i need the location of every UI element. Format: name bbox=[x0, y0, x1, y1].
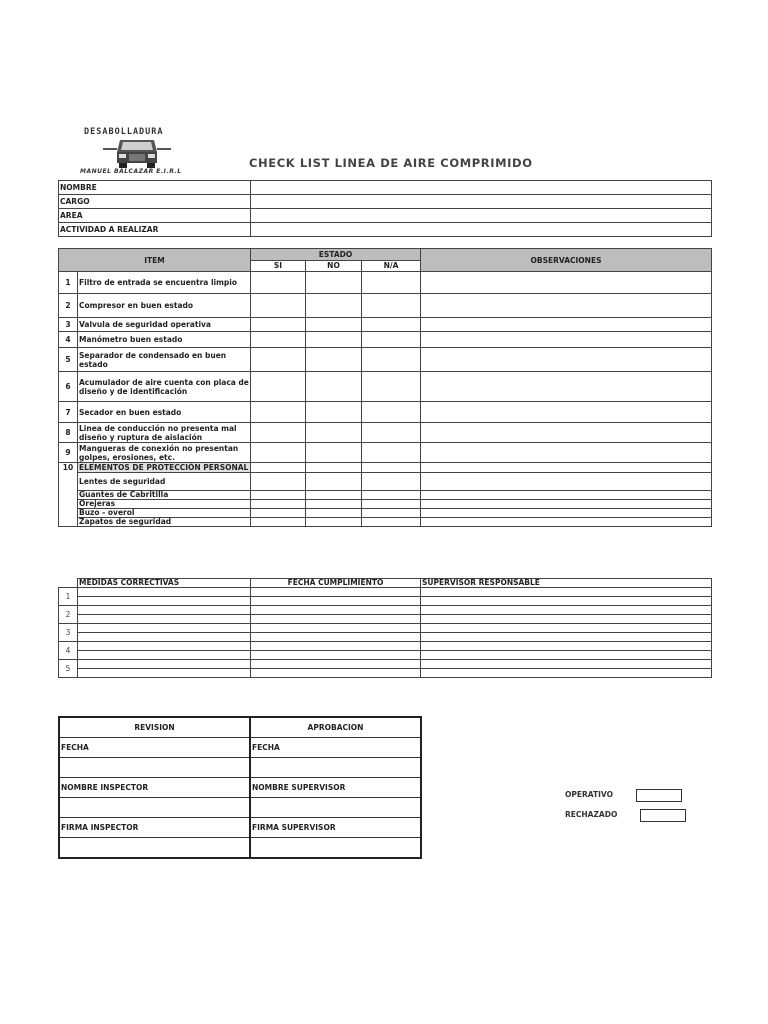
item-number: 1 bbox=[59, 272, 78, 294]
item-na-cell[interactable] bbox=[362, 294, 421, 318]
epp-si-cell[interactable] bbox=[251, 473, 306, 491]
measure-supervisor-cell[interactable] bbox=[421, 651, 712, 660]
epp-item-text: Lentes de seguridad bbox=[78, 473, 251, 491]
item-observaciones-cell[interactable] bbox=[421, 332, 712, 348]
item-text: Linea de conducción no presenta mal diseño y ruptura de aislación bbox=[78, 423, 251, 443]
field-input-area[interactable] bbox=[251, 209, 712, 223]
signature-table bbox=[58, 716, 422, 859]
epp-observaciones-cell[interactable] bbox=[421, 500, 712, 509]
checklist-row bbox=[59, 423, 712, 443]
item-text: Filtro de entrada se encuentra limpio bbox=[78, 272, 251, 294]
field-input-nombre[interactable] bbox=[251, 181, 712, 195]
measure-row bbox=[59, 669, 712, 678]
item-header: ITEM bbox=[59, 249, 251, 272]
item-text: Compresor en buen estado bbox=[78, 294, 251, 318]
item-observaciones-cell[interactable] bbox=[421, 348, 712, 372]
measure-number: 1 bbox=[59, 588, 78, 606]
estado-header: ESTADO bbox=[251, 249, 421, 261]
item-number: 6 bbox=[59, 372, 78, 402]
epp-no-cell[interactable] bbox=[306, 500, 362, 509]
epp-na-cell[interactable] bbox=[362, 509, 421, 518]
measure-cell[interactable] bbox=[78, 597, 251, 606]
epp-no-cell[interactable] bbox=[306, 518, 362, 527]
corrective-measures-table bbox=[58, 578, 712, 678]
item-si-cell[interactable] bbox=[251, 463, 306, 473]
measure-supervisor-cell[interactable] bbox=[421, 615, 712, 624]
measure-supervisor-cell[interactable] bbox=[421, 669, 712, 678]
checklist-row bbox=[59, 332, 712, 348]
item-observaciones-cell[interactable] bbox=[421, 402, 712, 423]
aprobacion-fecha-label: FECHA bbox=[250, 738, 421, 758]
measure-row bbox=[59, 606, 712, 615]
item-text: Separador de condensado en buen estado bbox=[78, 348, 251, 372]
measure-row bbox=[59, 633, 712, 642]
measure-row bbox=[59, 660, 712, 669]
item-na-cell[interactable] bbox=[362, 443, 421, 463]
item-si-cell[interactable] bbox=[251, 318, 306, 332]
medidas-correctivas-header: MEDIDAS CORRECTIVAS bbox=[78, 579, 251, 588]
item-number: 10 bbox=[59, 463, 78, 527]
checklist-header-row bbox=[59, 249, 712, 261]
signature-label-row bbox=[59, 738, 421, 758]
item-no-cell[interactable] bbox=[306, 423, 362, 443]
measure-number: 5 bbox=[59, 660, 78, 678]
measure-row bbox=[59, 588, 712, 597]
measure-cell[interactable] bbox=[78, 624, 251, 633]
item-observaciones-cell[interactable] bbox=[421, 272, 712, 294]
measure-row bbox=[59, 642, 712, 651]
header-row-actividad bbox=[59, 223, 712, 237]
item-no-cell[interactable] bbox=[306, 463, 362, 473]
item-no-cell[interactable] bbox=[306, 332, 362, 348]
measure-cell[interactable] bbox=[78, 660, 251, 669]
epp-observaciones-cell[interactable] bbox=[421, 509, 712, 518]
estado-no-header: NO bbox=[306, 261, 362, 272]
aprobacion-header: APROBACION bbox=[250, 717, 421, 738]
item-na-cell[interactable] bbox=[362, 318, 421, 332]
logo-bottom-text: MANUEL BALCAZAR E.I.R.L bbox=[80, 168, 182, 175]
checklist-row bbox=[59, 318, 712, 332]
item-number: 9 bbox=[59, 443, 78, 463]
measure-cell[interactable] bbox=[78, 651, 251, 660]
item-number: 2 bbox=[59, 294, 78, 318]
measure-row bbox=[59, 597, 712, 606]
item-text: Manómetro buen estado bbox=[78, 332, 251, 348]
item-number: 7 bbox=[59, 402, 78, 423]
measure-date-cell[interactable] bbox=[251, 597, 421, 606]
field-label-actividad: ACTIVIDAD A REALIZAR bbox=[59, 223, 251, 237]
aprobacion-fecha-field[interactable] bbox=[250, 758, 421, 778]
signature-label-row bbox=[59, 778, 421, 798]
measure-cell[interactable] bbox=[78, 669, 251, 678]
header-row-nombre bbox=[59, 181, 712, 195]
item-observaciones-cell[interactable] bbox=[421, 372, 712, 402]
item-si-cell[interactable] bbox=[251, 332, 306, 348]
firma-supervisor-field[interactable] bbox=[250, 838, 421, 859]
header-info-table bbox=[58, 180, 712, 237]
item-si-cell[interactable] bbox=[251, 423, 306, 443]
item-number: 3 bbox=[59, 318, 78, 332]
item-number: 5 bbox=[59, 348, 78, 372]
item-no-cell[interactable] bbox=[306, 402, 362, 423]
measure-date-cell[interactable] bbox=[251, 633, 421, 642]
operativo-checkbox[interactable] bbox=[636, 789, 682, 802]
epp-item-text: Orejeras bbox=[78, 500, 251, 509]
field-label-cargo: CARGO bbox=[59, 195, 251, 209]
signature-input-row bbox=[59, 798, 421, 818]
rechazado-checkbox[interactable] bbox=[640, 809, 686, 822]
checklist-row bbox=[59, 372, 712, 402]
epp-si-cell[interactable] bbox=[251, 509, 306, 518]
measure-number: 3 bbox=[59, 624, 78, 642]
revision-header: REVISION bbox=[59, 717, 250, 738]
epp-row bbox=[59, 500, 712, 509]
logo-top-text: DESABOLLADURA bbox=[84, 127, 164, 137]
checklist-row bbox=[59, 294, 712, 318]
epp-section-title: ELEMENTOS DE PROTECCIÓN PERSONAL bbox=[78, 463, 251, 473]
item-observaciones-cell[interactable] bbox=[421, 318, 712, 332]
measure-supervisor-cell[interactable] bbox=[421, 588, 712, 597]
checklist-row bbox=[59, 443, 712, 463]
epp-si-cell[interactable] bbox=[251, 491, 306, 500]
firma-inspector-label: FIRMA INSPECTOR bbox=[59, 818, 250, 838]
header-row-cargo bbox=[59, 195, 712, 209]
item-na-cell[interactable] bbox=[362, 348, 421, 372]
item-number: 8 bbox=[59, 423, 78, 443]
item-si-cell[interactable] bbox=[251, 348, 306, 372]
measure-cell[interactable] bbox=[78, 633, 251, 642]
truck-front-icon bbox=[102, 137, 172, 169]
item-si-cell[interactable] bbox=[251, 443, 306, 463]
measure-cell[interactable] bbox=[78, 642, 251, 651]
signature-input-row bbox=[59, 838, 421, 859]
revision-fecha-label: FECHA bbox=[59, 738, 250, 758]
rechazado-label: RECHAZADO bbox=[565, 810, 618, 819]
item-na-cell[interactable] bbox=[362, 463, 421, 473]
item-text: Mangueras de conexión no presentan golpes, erosiones, etc. bbox=[78, 443, 251, 463]
operativo-label: OPERATIVO bbox=[565, 790, 613, 799]
measures-header-row bbox=[59, 579, 712, 588]
epp-na-cell[interactable] bbox=[362, 518, 421, 527]
item-no-cell[interactable] bbox=[306, 372, 362, 402]
measure-row bbox=[59, 651, 712, 660]
checklist-row bbox=[59, 272, 712, 294]
measure-supervisor-cell[interactable] bbox=[421, 633, 712, 642]
measure-supervisor-cell[interactable] bbox=[421, 597, 712, 606]
observaciones-header: OBSERVACIONES bbox=[421, 249, 712, 272]
header-row-area bbox=[59, 209, 712, 223]
checklist-row bbox=[59, 348, 712, 372]
measure-date-cell[interactable] bbox=[251, 651, 421, 660]
epp-row bbox=[59, 473, 712, 491]
epp-na-cell[interactable] bbox=[362, 473, 421, 491]
epp-item-text: Guantes de Cabritilla bbox=[78, 491, 251, 500]
checklist-table bbox=[58, 248, 712, 527]
item-na-cell[interactable] bbox=[362, 272, 421, 294]
measure-date-cell[interactable] bbox=[251, 624, 421, 633]
measure-row bbox=[59, 615, 712, 624]
item-observaciones-cell[interactable] bbox=[421, 423, 712, 443]
measure-date-cell[interactable] bbox=[251, 615, 421, 624]
item-si-cell[interactable] bbox=[251, 402, 306, 423]
nombre-supervisor-label: NOMBRE SUPERVISOR bbox=[250, 778, 421, 798]
item-na-cell[interactable] bbox=[362, 372, 421, 402]
firma-supervisor-label: FIRMA SUPERVISOR bbox=[250, 818, 421, 838]
signature-label-row bbox=[59, 818, 421, 838]
epp-na-cell[interactable] bbox=[362, 500, 421, 509]
item-no-cell[interactable] bbox=[306, 272, 362, 294]
estado-si-header: SI bbox=[251, 261, 306, 272]
measure-row bbox=[59, 624, 712, 633]
epp-section-row bbox=[59, 463, 712, 473]
item-observaciones-cell[interactable] bbox=[421, 294, 712, 318]
measure-date-cell[interactable] bbox=[251, 669, 421, 678]
estado-na-header: N/A bbox=[362, 261, 421, 272]
epp-observaciones-cell[interactable] bbox=[421, 518, 712, 527]
signature-header-row bbox=[59, 717, 421, 738]
checklist-row bbox=[59, 402, 712, 423]
measure-date-cell[interactable] bbox=[251, 606, 421, 615]
fecha-cumplimiento-header: FECHA CUMPLIMIENTO bbox=[251, 579, 421, 588]
epp-item-text: Buzo - overol bbox=[78, 509, 251, 518]
item-si-cell[interactable] bbox=[251, 372, 306, 402]
epp-row bbox=[59, 518, 712, 527]
item-text: Acumulador de aire cuenta con placa de diseño y de identificación bbox=[78, 372, 251, 402]
measure-cell[interactable] bbox=[78, 606, 251, 615]
firma-inspector-field[interactable] bbox=[59, 838, 250, 859]
item-no-cell[interactable] bbox=[306, 318, 362, 332]
field-label-area: AREA bbox=[59, 209, 251, 223]
epp-item-text: Zapatos de seguridad bbox=[78, 518, 251, 527]
company-logo bbox=[72, 124, 202, 180]
measure-number: 4 bbox=[59, 642, 78, 660]
epp-si-cell[interactable] bbox=[251, 518, 306, 527]
epp-no-cell[interactable] bbox=[306, 473, 362, 491]
item-no-cell[interactable] bbox=[306, 294, 362, 318]
epp-si-cell[interactable] bbox=[251, 500, 306, 509]
signature-input-row bbox=[59, 758, 421, 778]
nombre-inspector-label: NOMBRE INSPECTOR bbox=[59, 778, 250, 798]
measure-date-cell[interactable] bbox=[251, 588, 421, 597]
measure-date-cell[interactable] bbox=[251, 642, 421, 651]
item-na-cell[interactable] bbox=[362, 402, 421, 423]
item-text: Valvula de seguridad operativa bbox=[78, 318, 251, 332]
field-input-actividad[interactable] bbox=[251, 223, 712, 237]
document-title: CHECK LIST LINEA DE AIRE COMPRIMIDO bbox=[249, 156, 533, 170]
epp-no-cell[interactable] bbox=[306, 509, 362, 518]
measure-cell[interactable] bbox=[78, 615, 251, 624]
measure-cell[interactable] bbox=[78, 588, 251, 597]
item-si-cell[interactable] bbox=[251, 294, 306, 318]
item-si-cell[interactable] bbox=[251, 272, 306, 294]
item-number: 4 bbox=[59, 332, 78, 348]
item-observaciones-cell[interactable] bbox=[421, 463, 712, 473]
item-observaciones-cell[interactable] bbox=[421, 443, 712, 463]
measure-date-cell[interactable] bbox=[251, 660, 421, 669]
epp-observaciones-cell[interactable] bbox=[421, 473, 712, 491]
epp-na-cell[interactable] bbox=[362, 491, 421, 500]
measure-supervisor-cell[interactable] bbox=[421, 606, 712, 615]
field-label-nombre: NOMBRE bbox=[59, 181, 251, 195]
epp-row bbox=[59, 491, 712, 500]
item-text: Secador en buen estado bbox=[78, 402, 251, 423]
item-no-cell[interactable] bbox=[306, 443, 362, 463]
measure-supervisor-cell[interactable] bbox=[421, 624, 712, 633]
revision-fecha-field[interactable] bbox=[59, 758, 250, 778]
measure-number: 2 bbox=[59, 606, 78, 624]
measure-supervisor-cell[interactable] bbox=[421, 660, 712, 669]
measure-supervisor-cell[interactable] bbox=[421, 642, 712, 651]
epp-observaciones-cell[interactable] bbox=[421, 491, 712, 500]
item-na-cell[interactable] bbox=[362, 423, 421, 443]
epp-no-cell[interactable] bbox=[306, 491, 362, 500]
nombre-supervisor-field[interactable] bbox=[250, 798, 421, 818]
nombre-inspector-field[interactable] bbox=[59, 798, 250, 818]
supervisor-responsable-header: SUPERVISOR RESPONSABLE bbox=[421, 579, 712, 588]
epp-row bbox=[59, 509, 712, 518]
item-no-cell[interactable] bbox=[306, 348, 362, 372]
item-na-cell[interactable] bbox=[362, 332, 421, 348]
field-input-cargo[interactable] bbox=[251, 195, 712, 209]
